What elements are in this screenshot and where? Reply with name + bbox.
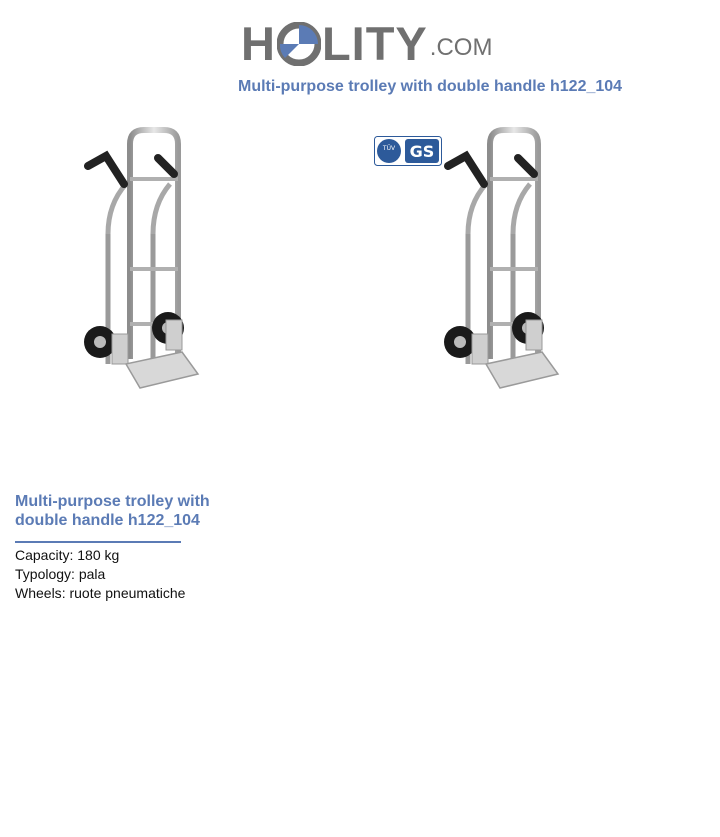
tuv-badge-text: TÜV: [382, 145, 396, 152]
product-image-main[interactable]: [78, 124, 218, 394]
spec-label: Wheels: [15, 585, 62, 601]
spec-label: Typology: [15, 566, 72, 582]
product-title: Multi-purpose trolley with double handle h122_104: [15, 493, 210, 529]
certification-badges-icon: [374, 136, 442, 166]
gs-badge-text: GS: [409, 142, 435, 161]
product-image-alt[interactable]: [438, 124, 578, 394]
logo-o-icon: [277, 22, 321, 66]
spec-capacity: Capacity: 180 kg: [15, 547, 120, 563]
product-specs: [15, 546, 185, 603]
spec-typology: Typology: pala: [15, 566, 106, 582]
spec-value: ruote pneumatiche: [69, 585, 186, 601]
title-divider: [15, 541, 181, 543]
spec-label: Capacity: [15, 547, 70, 563]
logo-suffix: .COM: [429, 34, 493, 61]
logo-text-right: LITY: [321, 17, 428, 70]
brand-logo[interactable]: [241, 12, 492, 70]
page-title: Multi-purpose trolley with double handle h122_104: [238, 78, 623, 95]
spec-value: pala: [78, 566, 106, 582]
spec-wheels: Wheels: ruote pneumatiche: [15, 585, 186, 601]
spec-value: 180 kg: [77, 547, 120, 563]
logo-wordmark: [241, 18, 428, 70]
logo-text-left: H: [241, 17, 276, 70]
